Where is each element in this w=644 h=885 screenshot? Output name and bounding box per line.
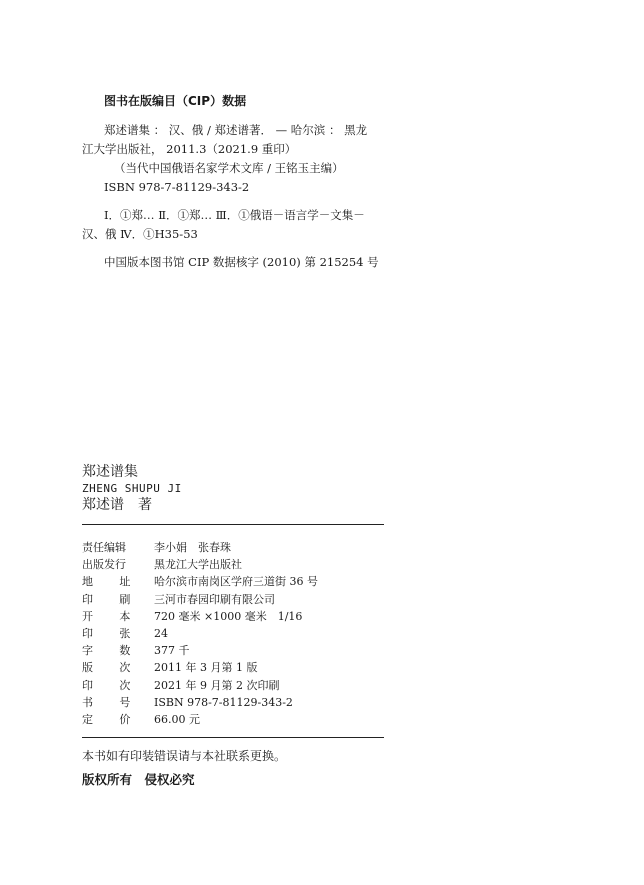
info-value: 三河市春园印刷有限公司	[154, 592, 275, 606]
cip-title: 图书在版编目（CIP）数据	[104, 94, 247, 108]
info-row-editor	[82, 539, 392, 556]
divider-top	[82, 524, 384, 525]
info-value: 李小娟 张春珠	[154, 541, 231, 554]
info-value: 24	[154, 626, 168, 640]
info-value: 2011 年 3 月第 1 版	[154, 661, 258, 675]
info-label: 出版发行	[82, 558, 126, 572]
info-label	[82, 694, 157, 711]
info-row-publisher	[82, 556, 392, 573]
info-label-text: 开本	[82, 609, 157, 623]
cip-isbn: ISBN 978-7-81129-343-2	[104, 180, 250, 194]
info-row-edition	[82, 659, 392, 676]
info-label	[82, 659, 157, 676]
info-label-text: 印张	[82, 626, 157, 640]
info-value: 哈尔滨市南岗区学府三道街 36 号	[154, 575, 318, 589]
info-value: 黑龙江大学出版社	[154, 558, 242, 572]
book-title-pinyin: ZHENG SHUPU JI	[82, 482, 182, 495]
info-label	[82, 591, 157, 608]
cip-line-2: 江大学出版社， 2011.3（2021.9 重印）	[82, 142, 297, 156]
info-label	[82, 642, 157, 659]
cip-class-1: Ⅰ．①郑… Ⅱ．①郑… Ⅲ．①俄语－语言学－文集－	[104, 208, 365, 222]
info-label-text: 印次	[82, 678, 157, 692]
info-value: ISBN 978-7-81129-343-2	[154, 695, 293, 709]
info-row-impression	[82, 677, 392, 694]
book-title-cn: 郑述谱集	[82, 464, 138, 480]
info-label	[82, 625, 157, 642]
info-label	[82, 711, 157, 728]
book-title-block	[82, 463, 384, 514]
cip-class-2: 汉、俄 Ⅳ．①H35-53	[82, 227, 198, 241]
info-row-address	[82, 573, 392, 590]
info-row-wordcount	[82, 642, 392, 659]
info-label	[82, 608, 157, 625]
info-label-text: 字数	[82, 644, 157, 658]
info-value: 377 千	[154, 644, 190, 658]
info-label-text: 版次	[82, 661, 157, 675]
cip-block	[82, 92, 412, 272]
replacement-notice: 本书如有印装错误请与本社联系更换。	[82, 749, 287, 763]
info-value: 66.00 元	[154, 712, 200, 726]
info-value: 720 毫米 ×1000 毫米 1/16	[154, 609, 303, 623]
publication-info-table	[82, 539, 392, 728]
info-row-format	[82, 608, 392, 625]
info-label	[82, 677, 157, 694]
cip-line-1: 郑述谱集 ： 汉、俄 / 郑述谱著． — 哈尔滨 ： 黑龙	[104, 123, 368, 137]
info-label-text: 书号	[82, 695, 157, 709]
info-label-text: 地址	[82, 575, 157, 589]
info-row-printer	[82, 591, 392, 608]
info-label: 责任编辑	[82, 541, 126, 554]
info-label-text: 印刷	[82, 592, 157, 606]
info-label-text: 定价	[82, 712, 157, 726]
info-row-price	[82, 711, 392, 728]
info-value: 2021 年 9 月第 2 次印刷	[154, 678, 280, 692]
cip-record: 中国版本图书馆 CIP 数据核字 (2010) 第 215254 号	[104, 255, 379, 269]
book-author: 郑述谱 著	[82, 497, 152, 513]
info-label	[82, 573, 157, 590]
info-row-sheets	[82, 625, 392, 642]
copyright-notice: 版权所有 侵权必究	[82, 772, 195, 787]
info-row-isbn	[82, 694, 392, 711]
divider-bottom	[82, 737, 384, 738]
cip-line-3: （当代中国俄语名家学术文库 / 王铭玉主编）	[114, 161, 344, 175]
